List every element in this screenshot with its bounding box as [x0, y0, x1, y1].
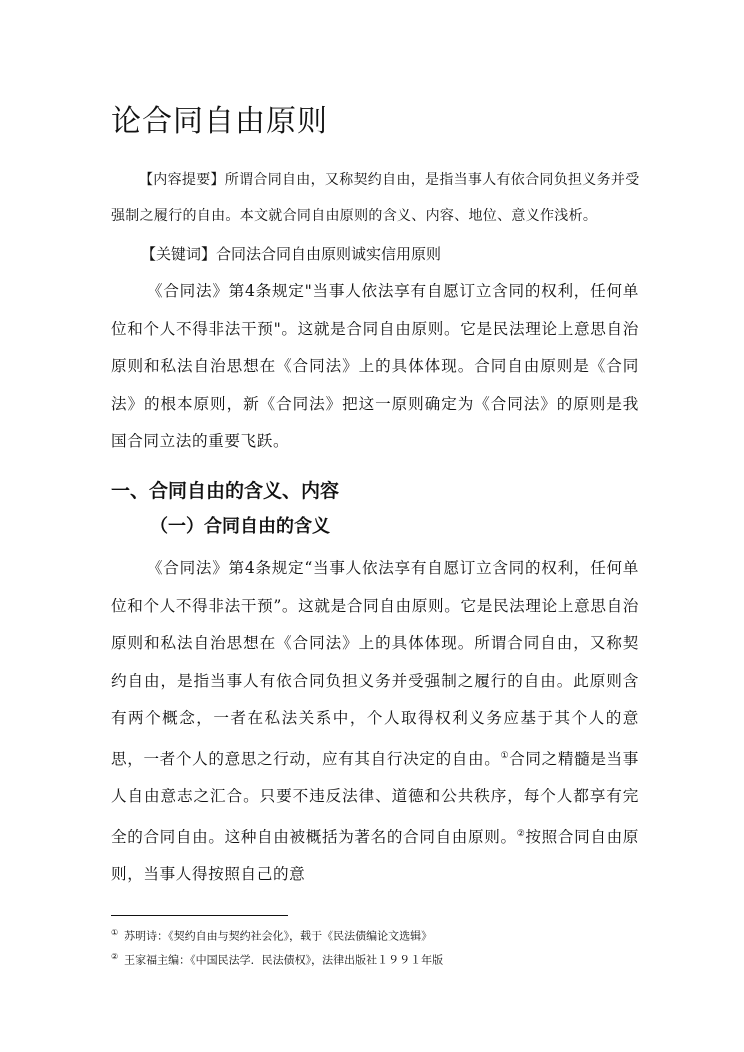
- footnote-item: [111, 947, 443, 971]
- page-title: 论合同自由原则: [111, 104, 328, 139]
- footnote-ref-1[interactable]: ①: [500, 750, 510, 761]
- body-paragraph: [111, 550, 639, 894]
- footnote-text: 苏明诗：《契约自由与契约社会化》，载于《民法债编论文选辑》: [124, 930, 433, 943]
- intro-paragraph: 《合同法》第4条规定"当事人依法享有自愿订立含同的权利，任何单位和个人不得非法干预"。这就是合同自由原则。它是民法理论上意思自治原则和私法自治思想在《合同法》上的具体体现。合同自由原则是《合同法》的根本原则，新《合同法》把这一原则确定为《合同法》的原则是我国合同立法的重要飞跃。: [111, 282, 639, 450]
- footnote-divider: [111, 915, 288, 916]
- keywords-line: 【关键词】合同法合同自由原则诚实信用原则: [141, 245, 442, 263]
- footnote-text: 王家福主编：《中国民法学．民法债权》，法律出版社１９９１年版: [124, 954, 444, 967]
- footnotes: [111, 923, 443, 970]
- body-text-part-2: 合同之精髓是当事人自由意志之汇合。只要不违反法律、道德和公共秩序，每个人都享有完全的合同自由。这种自由被概括为著名的合同自由原则。: [111, 749, 639, 846]
- body-text-part-3: 按照合同自由原则，当事人得按照自己的意: [111, 827, 639, 884]
- body-text-part-1: 《合同法》第4条规定“当事人依法享有自愿订立含同的权利，任何单位和个人不得非法干预”。这就是合同自由原则。它是民法理论上意思自治原则和私法自治思想在《合同法》上的具体体现。所谓合同自由，又称契约自由，是指当事人有依合同负担义务并受强制之履行的自由。此原则含有两个概念，一者在私法关系中，个人取得权利义务应基于其个人的意思，一者个人的意思之行动，应有其自行决定的自由。: [111, 559, 639, 768]
- footnote-ref-2[interactable]: ②: [516, 828, 526, 839]
- abstract-paragraph: 【内容提要】所谓合同自由，又称契约自由，是指当事人有依合同负担义务并受强制之履行的自由。本文就合同自由原则的含义、内容、地位、意义作浅析。: [111, 172, 640, 224]
- footnote-mark: ①: [111, 928, 119, 937]
- section-heading: 一、合同自由的含义、内容: [111, 480, 340, 502]
- subsection-heading: （一）合同自由的含义: [150, 516, 330, 537]
- footnote-item: [111, 923, 443, 947]
- footnote-mark: ②: [111, 951, 119, 961]
